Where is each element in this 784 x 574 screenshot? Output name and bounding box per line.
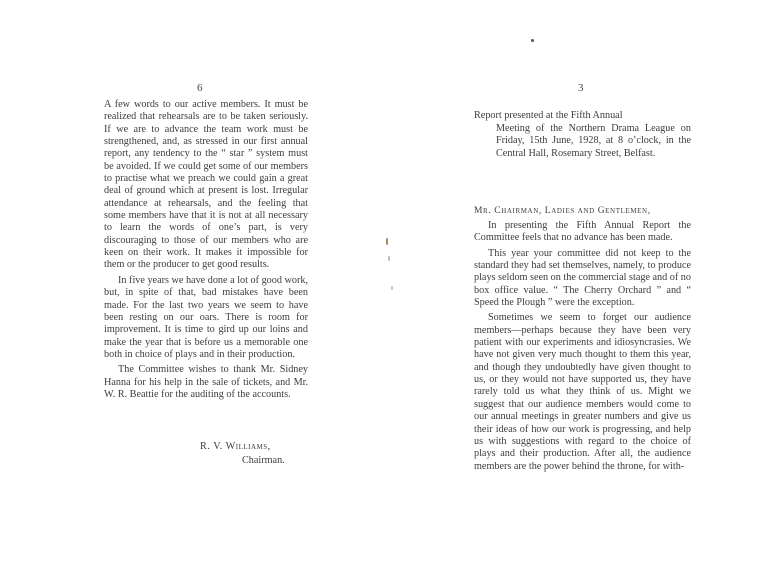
- report-heading: [474, 110, 691, 160]
- paragraph: A few words to our active members. It must be realized that rehearsals are to be taken seriously. If we are to advance the team work must be strengthened, and, as stressed in our first annual report, any tendency to the “ star ” system must be avoided. If we could get some of our members to practise what we preach we could gain a great deal of ground which at present is lost. Irregular attendance at rehearsals, and the feeling that some members have that it is not at all necessary to learn the words of one’s part, is very discouraging to those of our members who are keen on their work. It makes it impossible for them or the producer to get good results.: [104, 99, 308, 271]
- ink-speck: [531, 39, 534, 42]
- paragraph: In presenting the Fifth Annual Report the Committee feels that no advance has been made.: [474, 220, 691, 244]
- binding-mark: [391, 286, 393, 290]
- page-number-left: 6: [197, 82, 203, 94]
- binding-mark: [386, 238, 388, 245]
- report-heading-rest: Meeting of the Northern Drama League on Friday, 15th June, 1928, at 8 o’clock, in the Central Hall, Rosemary Street, Belfast.: [496, 122, 691, 159]
- binding-mark: [388, 256, 390, 261]
- report-heading-first-line: Report presented at the Fifth Annual: [474, 110, 623, 121]
- signature-block: [200, 440, 310, 468]
- page-number-right: 3: [578, 82, 584, 94]
- signature-name: R. V. Williams,: [200, 441, 271, 452]
- right-page-body: [474, 220, 691, 473]
- paragraph: Sometimes we seem to forget our audience members—perhaps because they have been very patient with our experiments and idiosyncrasies. We have not given very much thought to them this year, and though they undoubtedly have given thought to us, or they would not have supported us, they have rarely told us what they think of us. Might we suggest that our audience members would come to our annual meetings in greater numbers and give us their ideas of how our work is progressing, and help us with suggestions with regard to the choice of plays and their production. After all, the audience members are the power behind the throne, for with-: [474, 312, 691, 472]
- paragraph: The Committee wishes to thank Mr. Sidney Hanna for his help in the sale of tickets, and Mr. W. R. Beattie for the auditing of the accounts.: [104, 364, 308, 400]
- signature-title: Chairman.: [242, 455, 285, 466]
- paragraph: This year your committee did not keep to the standard they had set themselves, namely, to produce plays seldom seen on the commercial stage and of no box office value. “ The Cherry Orchard ” and “ Speed the Plough ” were the exception.: [474, 247, 691, 309]
- salutation: Mr. Chairman, Ladies and Gentlemen,: [474, 206, 651, 216]
- paragraph: In five years we have done a lot of good work, but, in spite of that, bad mistakes have been made. For the last two years we seem to have been resting on our oars. There is room for improvement. It is time to gird up our loins and make the year that is before us a memorable one both in choice of plays and in their production.: [104, 274, 308, 360]
- left-page-body: [104, 99, 308, 401]
